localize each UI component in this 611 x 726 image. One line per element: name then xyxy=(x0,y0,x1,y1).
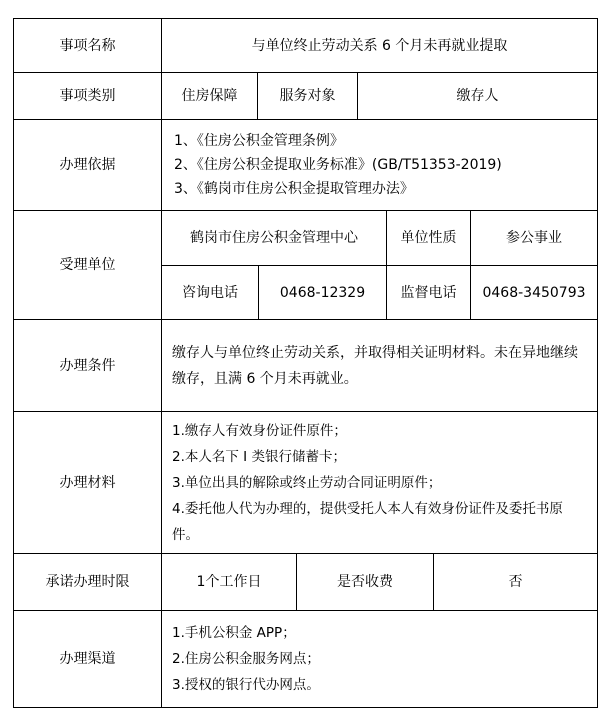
handling-unit-label xyxy=(13,210,162,320)
consult-phone-label-text: 咨询电话 xyxy=(182,284,238,301)
handling-unit-name xyxy=(161,210,387,266)
materials-label-text: 办理材料 xyxy=(59,474,116,491)
materials-line: 4.委托他人代为办理的，提供受托人本人有效身份证件及委托书原件。 xyxy=(172,500,563,543)
fee-label-text: 是否收费 xyxy=(337,574,393,590)
item-category-label-text: 事项类别 xyxy=(59,88,116,104)
item-name-value xyxy=(161,18,598,73)
consult-phone-label xyxy=(161,265,259,320)
consult-phone-value xyxy=(258,265,387,320)
handling-unit-label-text: 受理单位 xyxy=(59,257,116,273)
consult-phone-value-text: 0468-12329 xyxy=(279,284,366,301)
unit-nature-label-text: 单位性质 xyxy=(400,230,457,246)
conditions-content xyxy=(161,319,598,412)
service-target-value xyxy=(357,72,598,120)
service-target-value-text: 缴存人 xyxy=(456,88,499,104)
fee-value xyxy=(433,553,598,611)
materials-content xyxy=(161,411,598,554)
channels-line: 2.住房公积金服务网点； xyxy=(172,651,320,667)
basis-line: 2、《住房公积金提取业务标准》(GB/T51353-2019) xyxy=(174,157,502,173)
unit-nature-value-text: 参公事业 xyxy=(506,230,562,246)
basis-label xyxy=(13,119,162,211)
basis-line: 1、《住房公积金管理条例》 xyxy=(174,133,344,149)
item-name-label-text: 事项名称 xyxy=(59,37,116,54)
basis-label-text: 办理依据 xyxy=(59,157,116,173)
item-name-value-text: 与单位终止劳动关系 6 个月未再就业提取 xyxy=(251,37,508,54)
supervise-phone-label xyxy=(386,265,471,320)
materials-line: 2.本人名下 I 类银行储蓄卡； xyxy=(172,448,346,465)
fee-value-text: 否 xyxy=(508,574,523,590)
item-name-label xyxy=(13,18,162,73)
channels-content xyxy=(161,610,598,708)
supervise-phone-value-text: 0468-3450793 xyxy=(482,284,586,301)
materials-line: 3.单位出具的解除或终止劳动合同证明原件； xyxy=(172,474,442,491)
item-category-value-text: 住房保障 xyxy=(181,88,238,104)
service-target-label-text: 服务对象 xyxy=(279,88,336,104)
unit-nature-label xyxy=(386,210,471,266)
item-category-label xyxy=(13,72,162,120)
item-category-value xyxy=(161,72,258,120)
basis-content xyxy=(161,119,598,211)
time-limit-value xyxy=(161,553,297,611)
time-limit-label xyxy=(13,553,162,611)
basis-line: 3、《鹤岗市住房公积金提取管理办法》 xyxy=(174,181,414,197)
channels-line: 1.手机公积金 APP； xyxy=(172,625,296,641)
supervise-phone-label-text: 监督电话 xyxy=(400,284,457,301)
handling-unit-name-text: 鹤岗市住房公积金管理中心 xyxy=(190,230,358,246)
materials-line: 1.缴存人有效身份证件原件； xyxy=(172,422,347,439)
channels-label xyxy=(13,610,162,708)
conditions-label xyxy=(13,319,162,412)
supervise-phone-value xyxy=(470,265,598,320)
conditions-label-text: 办理条件 xyxy=(59,357,116,374)
conditions-text: 缴存人与单位终止劳动关系，并取得相关证明材料。未在异地继续缴存，且满 6 个月未再就业。 xyxy=(172,344,578,387)
time-limit-value-text: 1个工作日 xyxy=(196,574,262,590)
unit-nature-value xyxy=(470,210,598,266)
channels-line: 3.授权的银行代办网点。 xyxy=(172,677,320,693)
service-target-label xyxy=(257,72,358,120)
materials-label xyxy=(13,411,162,554)
time-limit-label-text: 承诺办理时限 xyxy=(45,574,130,590)
fee-label xyxy=(296,553,434,611)
channels-label-text: 办理渠道 xyxy=(59,651,116,667)
